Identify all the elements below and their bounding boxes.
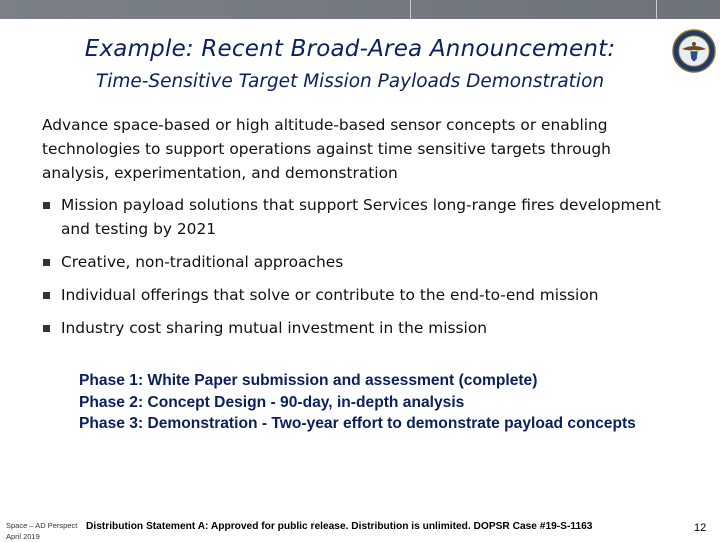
slide-title: Example: Recent Broad-Area Announcement: bbox=[84, 36, 616, 62]
list-item bbox=[42, 193, 682, 241]
phase-2: Phase 2: Concept Design - 90-day, in-depth analysis bbox=[79, 393, 465, 411]
slide-subtitle: Time-Sensitive Target Mission Payloads Demonstration bbox=[95, 71, 605, 92]
intro-paragraph: Advance space-based or high altitude-based sensor concepts or enabling technologies to support operations against time sensitive targets through analysis, experimentation, and demonstration bbox=[42, 116, 611, 182]
list-item bbox=[42, 283, 682, 307]
list-item bbox=[42, 250, 682, 274]
footer-presentation-name: Space – AD Perspect bbox=[6, 521, 78, 530]
phase-list bbox=[79, 370, 679, 435]
bullet-list bbox=[42, 193, 682, 349]
footer-left bbox=[6, 520, 77, 542]
phase-1: Phase 1: White Paper submission and assessment (complete) bbox=[79, 372, 538, 389]
top-bar bbox=[0, 0, 720, 19]
distribution-statement: Distribution Statement A: Approved for public release. Distribution is unlimited. DOPSR Case #19-S-1163 bbox=[86, 521, 593, 532]
dod-seal-icon bbox=[672, 29, 716, 73]
top-bar-divider bbox=[410, 0, 411, 19]
list-item bbox=[42, 316, 682, 340]
square-bullet-icon bbox=[43, 202, 50, 209]
page-number: 12 bbox=[694, 522, 707, 534]
square-bullet-icon bbox=[43, 292, 50, 299]
bullet-text: Mission payload solutions that support Services long-range fires development and testing by 2021 bbox=[61, 196, 661, 238]
bullet-text: Creative, non-traditional approaches bbox=[61, 253, 344, 271]
phase-3: Phase 3: Demonstration - Two-year effort to demonstrate payload concepts bbox=[79, 415, 636, 432]
footer-date: April 2019 bbox=[6, 532, 40, 541]
bullet-text: Individual offerings that solve or contribute to the end-to-end mission bbox=[61, 286, 599, 304]
bullet-text: Industry cost sharing mutual investment in the mission bbox=[61, 319, 488, 337]
square-bullet-icon bbox=[43, 325, 50, 332]
top-bar-divider bbox=[656, 0, 657, 19]
square-bullet-icon bbox=[43, 259, 50, 266]
